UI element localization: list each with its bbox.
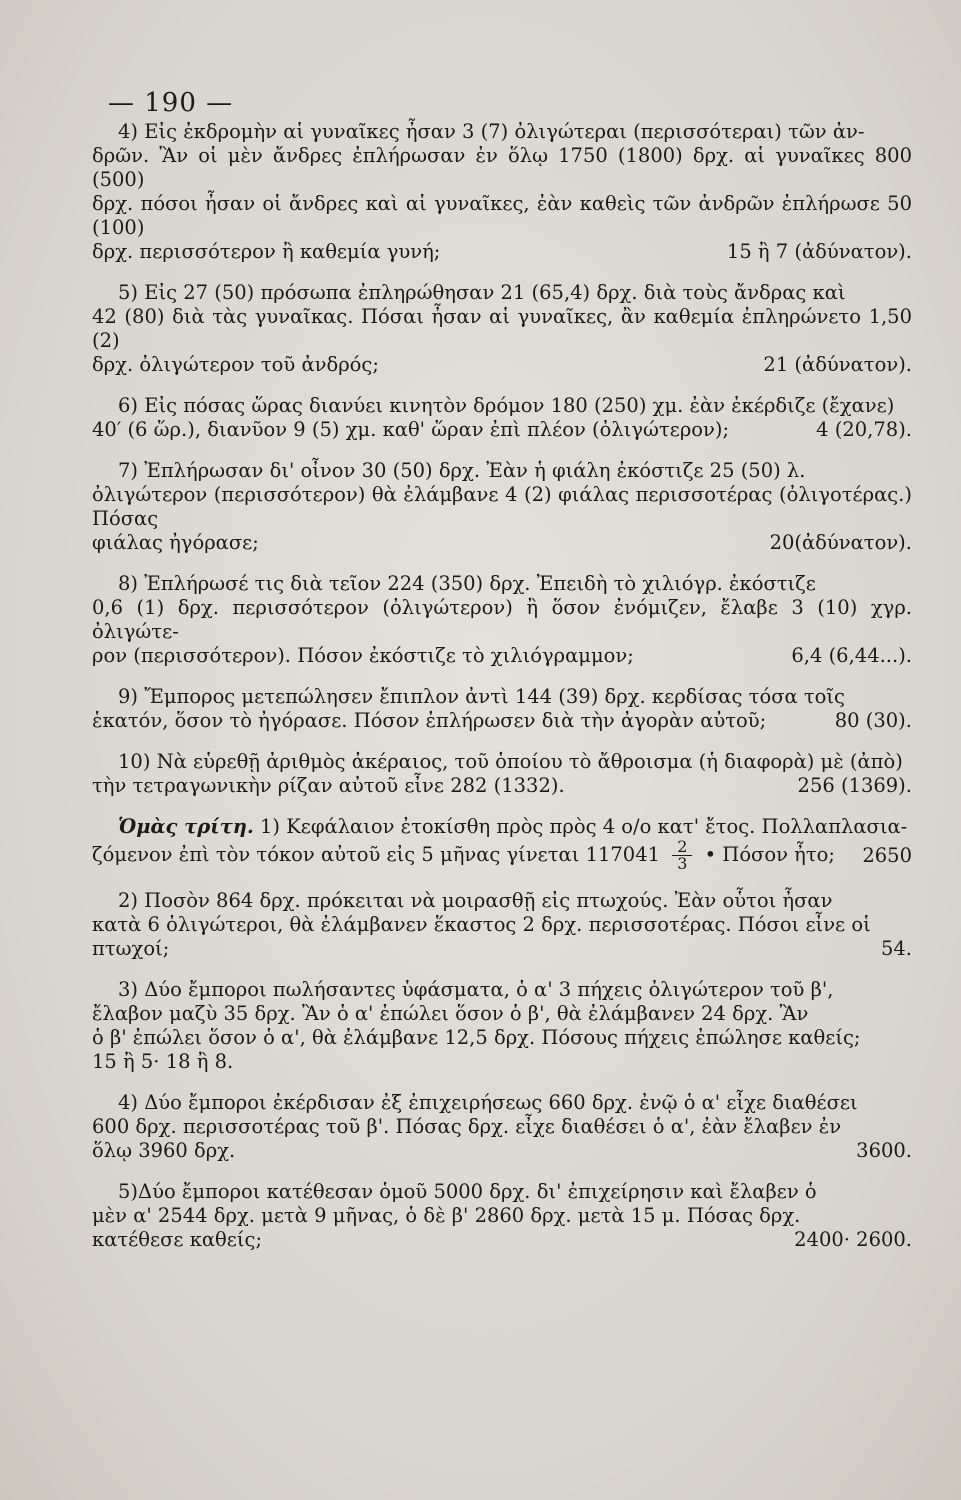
problem-6 [92, 394, 912, 442]
group-title: Ὁμὰς τρίτη. [118, 815, 254, 838]
problem-line: 4) Δύο ἔμποροι ἐκέρδισαν ἐξ ἐπιχειρήσεως 660 δρχ. ἐνῷ ὁ α' εἶχε διαθέσει [118, 1091, 858, 1114]
problem-line: ὁ β' ἐπώλει ὅσον ὁ α', θὰ ἐλάμβανε 12,5 δρχ. Πόσους πήχεις ἐπώλησε καθείς; [92, 1026, 861, 1049]
problem-5 [92, 281, 912, 377]
answer: 4 (20,78). [816, 418, 912, 441]
problem-9 [92, 685, 912, 733]
answer: 21 (ἀδύνατον). [763, 353, 912, 376]
problem-line: 10) Νὰ εὑρεθῇ ἀριθμὸς ἀκέραιος, τοῦ ὁποίου τὸ ἄθροισμα (ἡ διαφορὰ) μὲ (ἀπὸ) [118, 750, 903, 773]
problem-line: κατὰ 6 ὀλιγώτεροι, θὰ ἐλάμβανεν ἕκαστος 2 δρχ. περισσοτέρας. Πόσοι εἶνε οἱ [92, 913, 871, 936]
answer: 3600. [856, 1139, 912, 1162]
group3-problem-1 [92, 815, 912, 872]
answer: 15 ἢ 7 (ἀδύνατον). [726, 240, 912, 263]
problem-line: 7) Ἐπλήρωσαν δι' οἶνον 30 (50) δρχ. Ἐὰν ἡ φιάλη ἐκόστιζε 25 (50) λ. [118, 459, 806, 482]
problem-line: 6) Εἰς πόσας ὥρας διανύει κινητὸν δρόμον 180 (250) χμ. ἐὰν ἐκέρδιζε (ἔχανε) [118, 394, 895, 417]
answer-row [92, 353, 912, 377]
fraction-numerator: 2 [672, 839, 692, 856]
problem-line: 3) Δύο ἔμποροι πωλήσαντες ὑφάσματα, ὁ α' 3 πήχεις ὀλιγώτερον τοῦ β', [118, 978, 834, 1001]
page-number: — 190 — [108, 88, 234, 118]
problem-line: 600 δρχ. περισσοτέρας τοῦ β'. Πόσας δρχ. εἶχε διαθέσει ὁ α', ἐὰν ἔλαβεν ἐν [92, 1115, 842, 1138]
answer-row [92, 418, 912, 442]
problem-7 [92, 459, 912, 555]
problem-line: 8) Ἐπλήρωσέ τις διὰ τεῖον 224 (350) δρχ. Ἐπειδὴ τὸ χιλιόγρ. ἐκόστιζε [118, 572, 816, 595]
answer-row [92, 839, 912, 872]
problem-10 [92, 750, 912, 798]
problem-line: ὅλῳ 3960 δρχ. [92, 1139, 236, 1162]
problem-line: δρῶν. Ἂν οἱ μὲν ἄνδρες ἐπλήρωσαν ἐν ὅλῳ 1750 (1800) δρχ. αἱ γυναῖκες 800 (500) [92, 144, 912, 191]
answer: 256 (1369). [797, 774, 912, 797]
answer: 54. [880, 937, 912, 960]
problem-line: τὴν τετραγωνικὴν ρίζαν αὐτοῦ εἶνε 282 (1332). [92, 774, 565, 797]
problem-line: 9) Ἔμπορος μετεπώλησεν ἔπιπλον ἀντὶ 144 (39) δρχ. κερδίσας τόσα τοῖς [118, 685, 845, 708]
problem-4 [92, 120, 912, 264]
answer: 2650 [862, 843, 912, 867]
answer-row [92, 644, 912, 668]
problem-8 [92, 572, 912, 668]
answer-row [92, 774, 912, 798]
answer: 2400· 2600. [794, 1228, 912, 1251]
answer: 15 ἢ 5· 18 ἢ 8. [92, 1050, 234, 1073]
problem-line: 42 (80) διὰ τὰς γυναῖκας. Πόσαι ἦσαν αἱ γυναῖκες, ἂν καθεμία ἐπληρώνετο 1,50 (2) [92, 305, 912, 352]
problem-line: δρχ. περισσότερον ἢ καθεμία γυνή; [92, 240, 441, 263]
problem-line: ὀλιγώτερον (περισσότερον) θὰ ἐλάμβανε 4 (2) φιάλας περισσοτέρας (ὀλιγοτέρας.) Πόσας [92, 483, 912, 530]
problem-line: ζόμενον ἐπὶ τὸν τόκον αὐτοῦ εἰς 5 μῆνας γίνεται 117041 [92, 843, 661, 866]
problem-line: 5)Δύο ἔμποροι κατέθεσαν ὁμοῦ 5000 δρχ. δι' ἐπιχείρησιν καὶ ἔλαβεν ὁ [118, 1180, 817, 1203]
group3-problem-5 [92, 1180, 912, 1252]
problem-line: δρχ. ὀλιγώτερον τοῦ ἀνδρός; [92, 353, 379, 376]
problem-line: ἔλαβον μαζὺ 35 δρχ. Ἂν ὁ α' ἐπώλει ὅσον ὁ β', θὰ ἐλάμβανεν 24 δρχ. Ἂν [92, 1002, 809, 1025]
answer-row [92, 1139, 912, 1163]
problem-line: 1) Κεφάλαιον ἐτοκίσθη πρὸς πρὸς 4 ο/ο κατ' ἔτος. Πολλαπλασια- [259, 815, 908, 838]
problem-line: ρον (περισσότερον). Πόσον ἐκόστιζε τὸ χιλιόγραμμον; [92, 644, 634, 667]
answer-row [92, 1228, 912, 1252]
answer: 6,4 (6,44...). [791, 644, 912, 667]
answer-row [92, 240, 912, 264]
answer: 20(ἀδύνατον). [769, 531, 912, 554]
problem-line: 5) Εἰς 27 (50) πρόσωπα ἐπληρώθησαν 21 (65,4) δρχ. διὰ τοὺς ἄνδρας καὶ [118, 281, 846, 304]
fraction [672, 839, 692, 872]
group3-p1-line1 [92, 815, 912, 839]
answer-row [92, 709, 912, 733]
group3-problem-4 [92, 1091, 912, 1163]
answer: 80 (30). [834, 709, 912, 732]
problem-line: 40′ (6 ὥρ.), διανῦον 9 (5) χμ. καθ' ὥραν ἐπὶ πλέον (ὀλιγώτερον); [92, 418, 730, 441]
problem-line: 4) Εἰς ἐκδρομὴν αἱ γυναῖκες ἦσαν 3 (7) ὀλιγώτεραι (περισσότεραι) τῶν ἀν- [118, 120, 865, 143]
problem-line: μὲν α' 2544 δρχ. μετὰ 9 μῆνας, ὁ δὲ β' 2860 δρχ. μετὰ 15 μ. Πόσας δρχ. [92, 1204, 801, 1227]
page-body [92, 120, 912, 1269]
problem-line: ἑκατόν, ὅσον τὸ ἠγόρασε. Πόσον ἐπλήρωσεν διὰ τὴν ἀγορὰν αὐτοῦ; [92, 709, 767, 732]
problem-line: φιάλας ἠγόρασε; [92, 531, 259, 554]
fraction-denominator: 3 [677, 854, 688, 873]
group3-problem-2 [92, 889, 912, 961]
answer-row [92, 531, 912, 555]
group3-p1-line2 [92, 839, 835, 872]
problem-line: • Πόσον ἦτο; [704, 843, 835, 866]
problem-line: 0,6 (1) δρχ. περισσότερον (ὀλιγώτερον) ἢ ὅσον ἐνόμιζεν, ἔλαβε 3 (10) χγρ. ὀλιγώτε- [92, 596, 912, 643]
problem-line: δρχ. πόσοι ἦσαν οἱ ἄνδρες καὶ αἱ γυναῖκες, ἐὰν καθεὶς τῶν ἀνδρῶν ἐπλήρωσε 50 (100) [92, 192, 912, 239]
problem-line: πτωχοί; [92, 937, 170, 960]
problem-line: κατέθεσε καθείς; [92, 1228, 263, 1251]
answer-row [92, 937, 912, 961]
problem-line: 2) Ποσὸν 864 δρχ. πρόκειται νὰ μοιρασθῇ εἰς πτωχούς. Ἐὰν οὗτοι ἦσαν [118, 889, 833, 912]
group3-problem-3 [92, 978, 912, 1074]
